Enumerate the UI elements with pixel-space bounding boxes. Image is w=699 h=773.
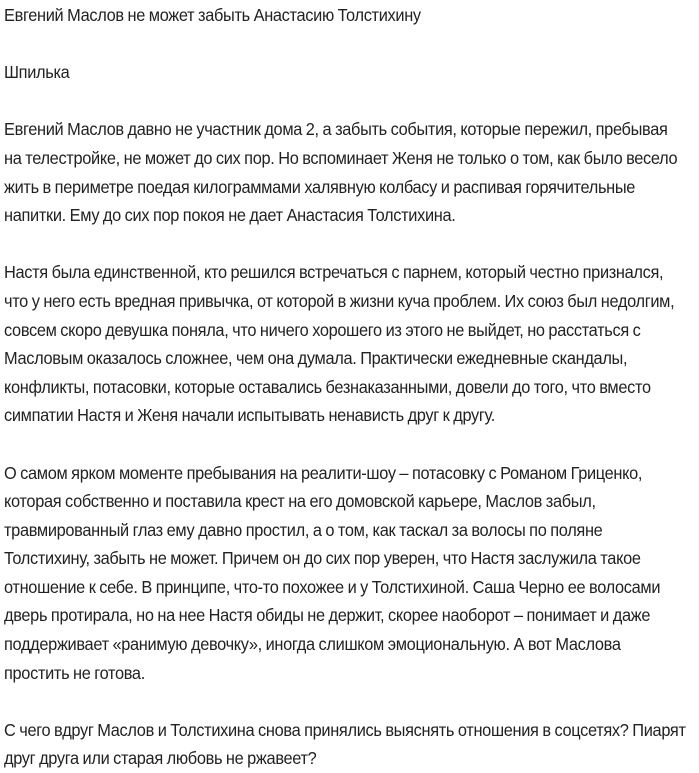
article-paragraph: С чего вдруг Маслов и Толстихина снова принялись выяснять отношения в соцсетях? Пиарят друг друга или старая любовь не ржавеет? [4, 719, 686, 769]
article-paragraph: Евгений Маслов давно не участник дома 2, а забыть события, которые пережил, пребывая на телестройке, не может до сих пор. Но вспоминает Женя не только о том, как было весело жить в периметре поедая килограммами халявную колбасу и распивая горячительные напитки. Ему до сих пор покоя не дает Анастасия Толстихина. [4, 119, 678, 226]
article-category: Шпилька [4, 62, 70, 83]
article-paragraph: Настя была единственной, кто решился встречаться с парнем, который честно признался, что у него есть вредная привычка, от которой в жизни куча проблем. Их союз был недолгим, совсем скоро девушка поняла, что ничего хорошего из этого не выйдет, но расстаться с Масловым оказалось сложнее, чем она думала. Практически ежедневные скандалы, конфликты, потасовки, которые оставались безнаказанными, довели до того, что вместо симпатии Настя и Женя начали испытывать ненависть друг к другу. [4, 262, 675, 426]
article-title: Евгений Маслов не может забыть Анастасию Толстихину [4, 5, 421, 25]
article-paragraph: О самом ярком моменте пребывания на реалити-шоу – потасовку с Романом Гриценко, которая собственно и поставила крест на его домовской карьере, Маслов забыл, травмированный глаз ему давно простил, а о том, как таскал за волосы по поляне Толстихину, забыть не может. Причем он до сих пор уверен, что Настя заслужила такое отношение к себе. В принципе, что-то похожее и у Толстихиной. Саша Черно ее волосами дверь протирала, но на нее Настя обиды не держит, скорее наоборот – понимает и даже поддерживает «ранимую девочку», иногда слишком эмоциональную. А вот Маслова простить не готова. [4, 462, 661, 683]
